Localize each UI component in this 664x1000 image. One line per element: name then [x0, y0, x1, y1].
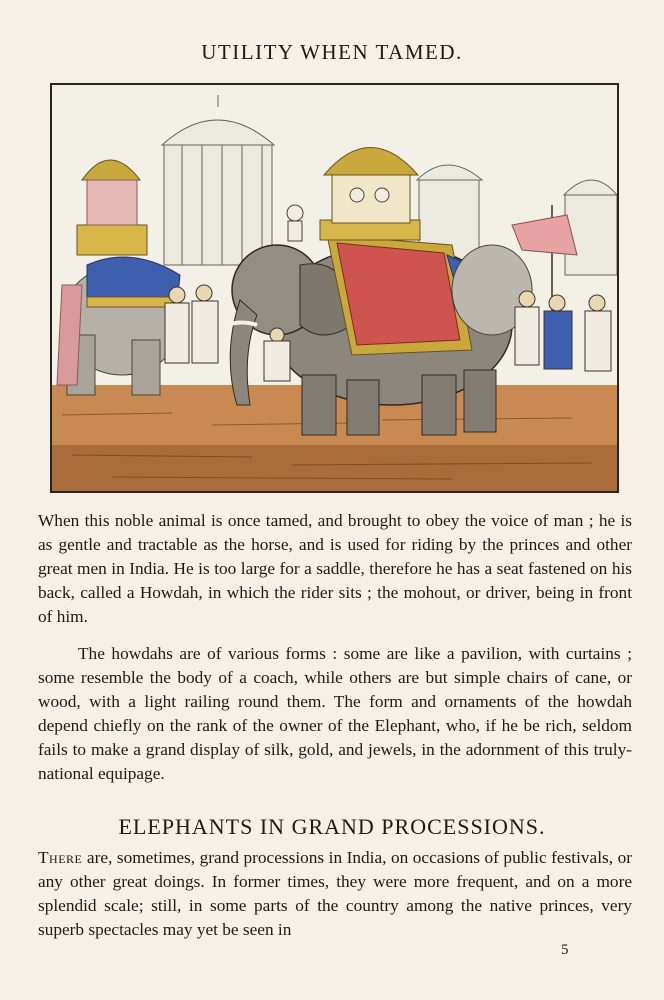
illustration-elephant-procession: [50, 83, 619, 493]
page-number: 5: [561, 942, 569, 958]
section-heading: ELEPHANTS IN GRAND PROCESSIONS.: [118, 814, 546, 839]
paragraph-processions-body: are, sometimes, grand processions in India, on occasions of public festivals, or any other great doings. In former times, they were more frequent, and on a more splendid scale; still, in some parts of the country among the native princes, very superb spectacles may yet be seen in: [38, 848, 632, 939]
paragraph-howdah-forms: The howdahs are of various forms : some are like a pavilion, with curtains ; some resemble the body of a coach, while others are but simple chairs of cane, or wood, with a light railing round them. The form and ornaments of the howdah depend chiefly on the rank of the owner of the Elephant, who, if he be rich, seldom fails to make a grand display of silk, gold, and jewels, in the adornment of this truly-national equipage.: [38, 644, 632, 783]
paragraph-lead-word: There: [38, 848, 83, 867]
paragraph-processions: [38, 846, 632, 942]
paragraph-howdah-intro: When this noble animal is once tamed, and brought to obey the voice of man ; he is as gentle and tractable as the horse, and is used for riding by the princes and other great men in India. He is too large for a saddle, therefore he has a seat fastened on his back, called a Howdah, in which the rider sits ; the mohout, or driver, being in front of him.: [38, 511, 632, 626]
page-heading: UTILITY WHEN TAMED.: [201, 40, 463, 64]
